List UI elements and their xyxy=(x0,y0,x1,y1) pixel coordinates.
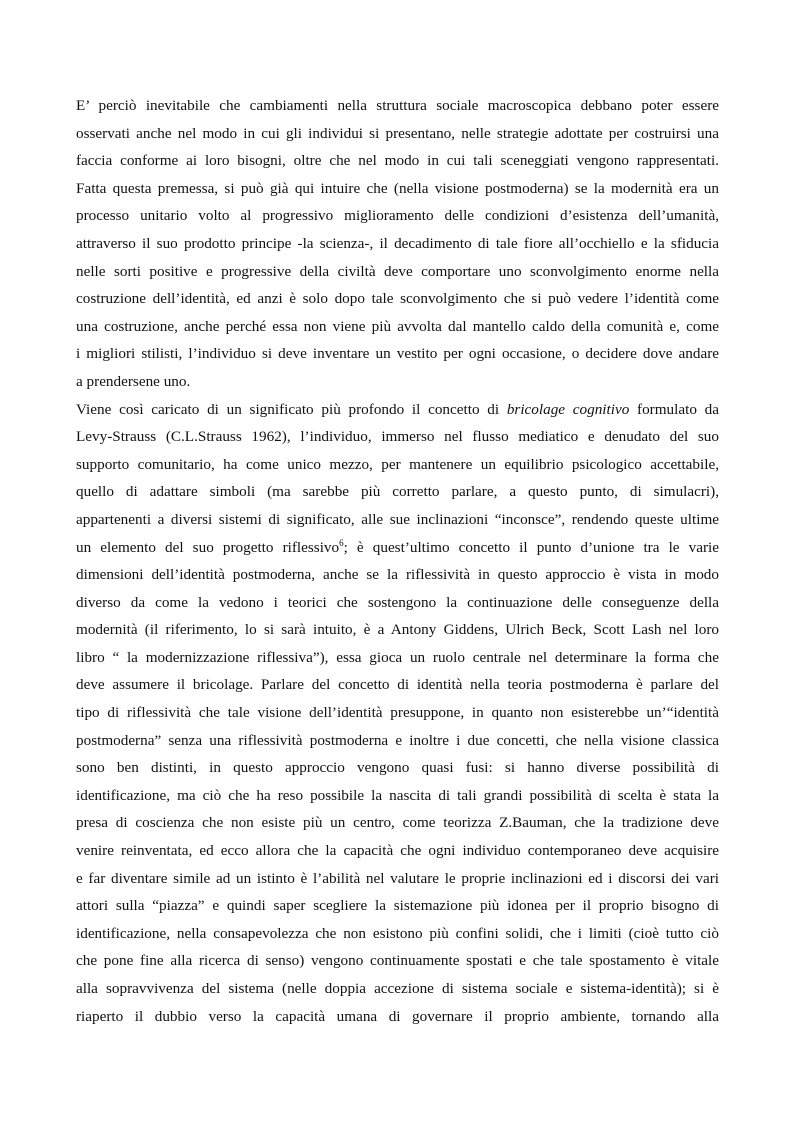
text-line: che pone fine alla ricerca di senso) vengono continuamente spostati e che tale spostamento è vitale xyxy=(76,952,719,970)
text-segment: Viene così caricato di un significato più profondo il concetto di xyxy=(76,400,500,418)
text-line: supporto comunitario, ha come unico mezzo, per mantenere un equilibrio psicologico accettabile, xyxy=(76,455,719,473)
footnote-reference: 6 xyxy=(339,537,344,548)
text-line: alla sopravvivenza del sistema (nelle doppia accezione di sistema sociale e sistema-identità); si è xyxy=(76,980,719,997)
text-line xyxy=(76,534,719,562)
text-line: appartenenti a diversi sistemi di significato, alle sue inclinazioni “inconsce”, rendendo queste ultime xyxy=(76,510,719,528)
text-line: presa di coscienza che non esiste più un centro, come teorizza Z.Bauman, che la tradizione deve xyxy=(76,814,719,832)
paragraph-1 xyxy=(76,92,719,396)
italic-term: bricolage cognitivo xyxy=(506,400,630,418)
text-line: identificazione, ma ciò che ha reso possibile la nascita di tali grandi possibilità di scelta è stata la xyxy=(76,786,719,804)
text-line: e far diventare simile ad un istinto è l’abilità nel valutare le proprie inclinazioni ed i discorsi dei vari xyxy=(76,869,719,887)
text-line: deve assumere il bricolage. Parlare del concetto di identità nella teoria postmoderna è parlare del xyxy=(76,676,719,694)
text-line: attraverso il suo prodotto principe -la scienza-, il decadimento di tale fiore all’occhiello e la sfiducia xyxy=(76,234,719,252)
text-line: Fatta questa premessa, si può già qui intuire che (nella visione postmoderna) se la modernità era un xyxy=(76,179,719,197)
text-line: osservati anche nel modo in cui gli individui si presentano, nelle strategie adottate per costruirsi una xyxy=(76,124,719,142)
text-line: diverso da come la vedono i teorici che sostengono la continuazione delle conseguenze della xyxy=(76,593,719,611)
text-line: quello di adattare simboli (ma sarebbe più corretto parlare, a questo punto, di simulacri), xyxy=(76,483,719,501)
text-segment: formulato da xyxy=(637,400,719,418)
text-line: attori sulla “piazza” e quindi saper scegliere la sistemazione più idonea per il proprio bisogno di xyxy=(76,897,719,915)
text-line: riaperto il dubbio verso la capacità umana di governare il proprio ambiente, tornando alla xyxy=(76,1007,719,1025)
text-line: libro “ la modernizzazione riflessiva”), essa gioca un ruolo centrale nel determinare la forma che xyxy=(76,648,719,666)
text-line: costruzione dell’identità, ed anzi è solo dopo tale sconvolgimento che si può vedere l’identità come xyxy=(76,290,719,308)
text-line xyxy=(76,396,719,424)
text-line: i migliori stilisti, l’individuo si deve inventare un vestito per ogni occasione, o decidere dove andare xyxy=(76,345,719,363)
text-line: a prendersene uno. xyxy=(76,372,191,390)
text-line: E’ perciò inevitabile che cambiamenti nella struttura sociale macroscopica debbano poter essere xyxy=(76,97,719,114)
text-segment: ; è quest’ultimo concetto il punto d’unione tra le varie xyxy=(343,538,719,556)
text-line: sono ben distinti, in questo approccio vengono quasi fusi: si hanno diverse possibilità di xyxy=(76,759,719,777)
text-line: Levy-Strauss (C.L.Strauss 1962), l’individuo, immerso nel flusso mediatico e denudato del suo xyxy=(76,428,719,446)
text-line: una costruzione, anche perché essa non viene più avvolta dal mantello caldo della comunità e, come xyxy=(76,317,719,335)
text-line: nelle sorti positive e progressive della civiltà deve comportare uno sconvolgimento enorme nella xyxy=(76,262,719,280)
text-line: tipo di riflessività che tale visione dell’identità presuppone, in quanto non esisterebbe un’“identità xyxy=(76,704,719,722)
paragraph-2 xyxy=(76,396,719,1031)
text-line: postmoderna” senza una riflessività postmoderna e inoltre i due concetti, che nella visione classica xyxy=(76,731,719,749)
text-line: modernità (il riferimento, lo si sarà intuito, è a Antony Giddens, Ulrich Beck, Scott Lash nel loro xyxy=(76,621,719,639)
text-line: processo unitario volto al progressivo miglioramento delle condizioni d’esistenza dell’umanità, xyxy=(76,207,719,225)
text-line: faccia conforme ai loro bisogni, oltre che nel modo in cui tali sceneggiati vengono rappresentati. xyxy=(76,152,719,170)
text-line: identificazione, nella consapevolezza che non esistono più confini solidi, che i limiti (cioè tutto ciò xyxy=(76,924,719,942)
text-line: dimensioni dell’identità postmoderna, anche se la riflessività in questo approccio è vista in modo xyxy=(76,566,719,584)
text-line: venire reinventata, ed ecco allora che la capacità che ogni individuo contemporaneo deve acquisire xyxy=(76,842,719,860)
document-page xyxy=(76,92,719,1030)
text-segment: un elemento del suo progetto riflessivo xyxy=(76,538,340,556)
